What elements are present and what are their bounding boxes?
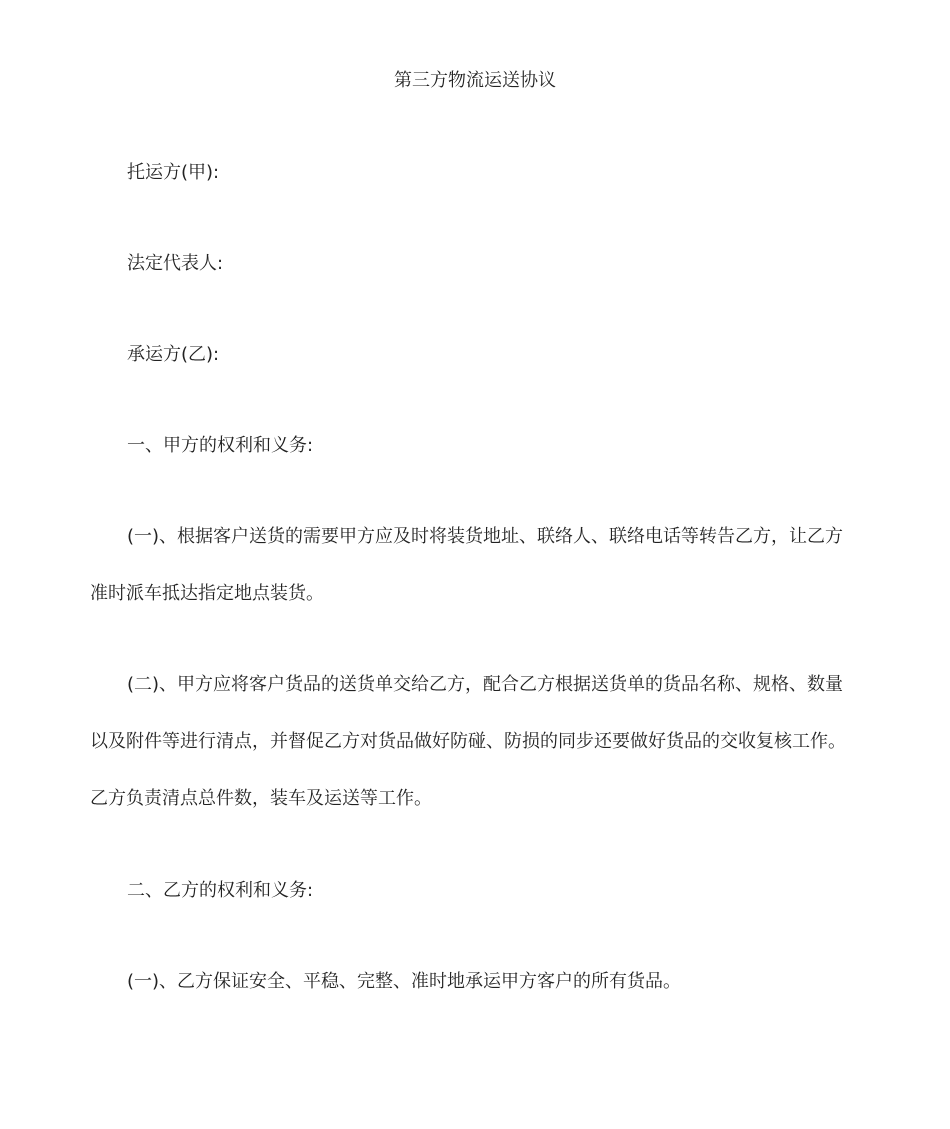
section1-item2-line2: 以及附件等进行清点，并督促乙方对货品做好防碰、防损的同步还要做好货品的交收复核工作。 <box>90 731 846 752</box>
section1-item2-line1: (二)、甲方应将客户货品的送货单交给乙方，配合乙方根据送货单的货品名称、规格、数量 <box>127 674 844 695</box>
section1-item2-line3: 乙方负责清点总件数，装车及运送等工作。 <box>90 788 432 809</box>
section1-item1 <box>90 508 880 622</box>
carrier-field <box>90 326 880 383</box>
legal-rep-field <box>90 235 880 292</box>
document-title: 第三方物流运送协议 <box>394 70 556 91</box>
section1-item1-line2: 准时派车抵达指定地点装货。 <box>90 583 324 604</box>
section2-item1-line1: (一)、乙方保证安全、平稳、完整、准时地承运甲方客户的所有货品。 <box>127 971 682 992</box>
shipper-label: 托运方(甲): <box>127 162 220 183</box>
section1-item1-line1: (一)、根据客户送货的需要甲方应及时将装货地址、联络人、联络电话等转告乙方，让乙方 <box>127 526 844 547</box>
section1-heading-text: 一、甲方的权利和义务: <box>127 435 314 456</box>
section2-heading <box>90 862 880 919</box>
carrier-label: 承运方(乙): <box>127 344 220 365</box>
section1-item2 <box>90 656 880 827</box>
shipper-field <box>90 144 880 201</box>
legal-rep-label: 法定代表人: <box>127 253 224 274</box>
section2-heading-text: 二、乙方的权利和义务: <box>127 880 314 901</box>
section1-heading <box>90 417 880 474</box>
section2-item1 <box>90 953 880 1010</box>
